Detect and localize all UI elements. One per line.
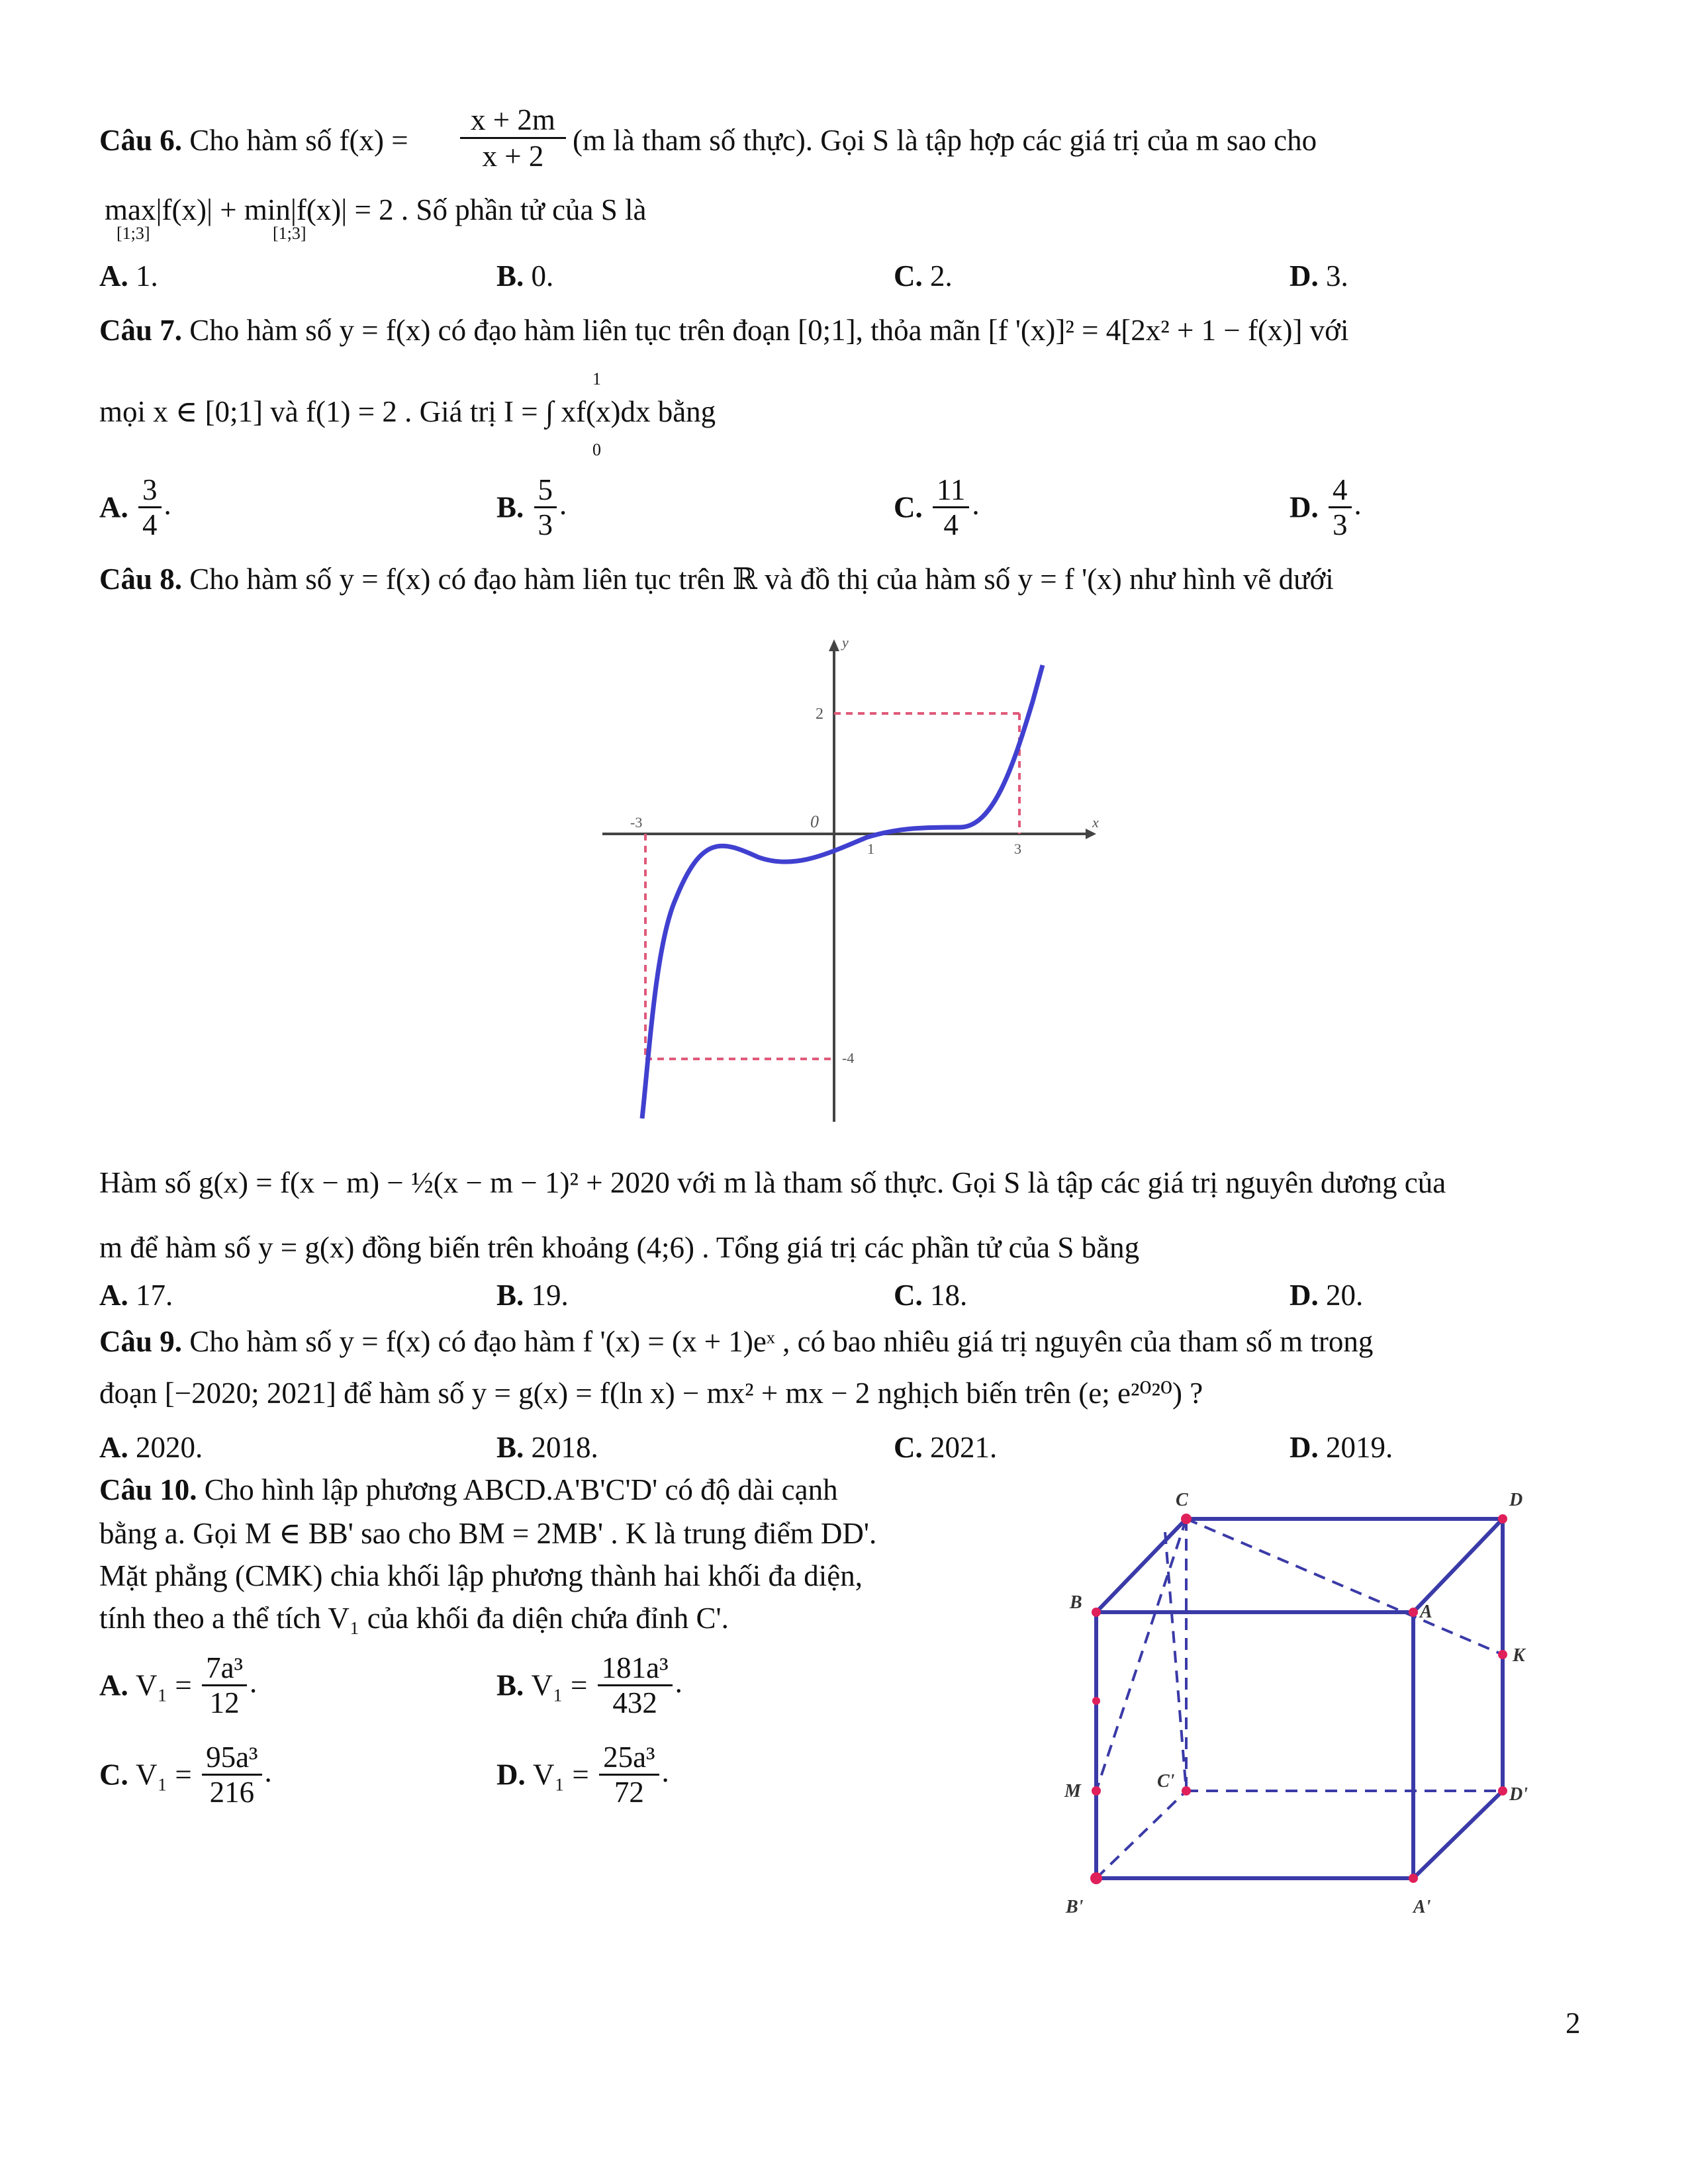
q7-text1: Cho hàm số y = f(x) có đạo hàm liên tục trên đoạn [0;1], thỏa mãn [f '(x)]² = 4[2x² + 1 − f(x)] với — [189, 314, 1349, 347]
q6-line1 — [99, 122, 408, 158]
point-M — [1092, 1786, 1101, 1796]
label-D1: D' — [1509, 1784, 1528, 1805]
q6-frac-den: x + 2 — [482, 140, 544, 173]
q9-option-a[interactable]: A. 2020. — [99, 1431, 203, 1464]
q6-label: Câu 6. — [99, 124, 183, 157]
q6-frac-num: x + 2m — [460, 103, 566, 139]
q7-label: Câu 7. — [99, 314, 183, 347]
label-B: B — [1070, 1592, 1082, 1613]
label-M: M — [1064, 1781, 1081, 1801]
cube-diagram — [1046, 1482, 1549, 1933]
q10-text1: Cho hình lập phương ABCD.A'B'C'D' có độ dài cạnh — [204, 1473, 838, 1506]
q9-option-d[interactable]: D. 2019. — [1289, 1431, 1393, 1464]
q10-line4: tính theo a thể tích V₁ của khối đa diện chứa đỉnh C'. — [99, 1602, 729, 1635]
q9-text1: Cho hàm số y = f(x) có đạo hàm f '(x) = (x + 1)eˣ , có bao nhiêu giá trị nguyên của tham số m trong — [189, 1325, 1374, 1358]
point-D — [1498, 1514, 1507, 1524]
tick-2: 2 — [816, 705, 823, 723]
q6-option-d[interactable]: D. 3. — [1289, 259, 1348, 293]
point-C — [1181, 1514, 1192, 1524]
point-D1 — [1498, 1786, 1507, 1796]
tick-origin: 0 — [810, 812, 819, 831]
q9-option-c[interactable]: C. 2021. — [894, 1431, 998, 1464]
q6-sub-max: [1;3] — [117, 224, 150, 243]
graph-y-arrow — [829, 639, 839, 651]
q8-line2: Hàm số g(x) = f(x − m) − ½(x − m − 1)² + 2020 với m là tham số thực. Gọi S là tập các giá trị nguyên dương của — [99, 1166, 1446, 1199]
label-K: K — [1513, 1645, 1525, 1666]
q7-option-a[interactable]: A. $\frac{3}{4}$ . — [99, 473, 171, 541]
q9-line1 — [99, 1324, 1373, 1359]
point-A1 — [1409, 1874, 1418, 1883]
label-A: A — [1420, 1602, 1432, 1622]
q6-sub-min: [1;3] — [273, 224, 306, 243]
label-C: C — [1176, 1490, 1188, 1510]
q10-option-d[interactable]: D. V₁ = $\frac{\text{25a³}}{72}$ . — [496, 1741, 669, 1809]
label-C1: C' — [1157, 1771, 1175, 1792]
derivative-graph — [583, 635, 1099, 1125]
q8-option-c[interactable]: C. 18. — [894, 1279, 968, 1312]
q7-option-d[interactable]: D. $\frac{4}{3}$ . — [1289, 473, 1362, 541]
q7-int-lower: 0 — [592, 440, 601, 459]
label-A1: A' — [1413, 1897, 1431, 1917]
axis-y-label: y — [842, 635, 849, 651]
q6-option-b[interactable]: B. 0. — [496, 259, 554, 293]
q10-label: Câu 10. — [99, 1473, 197, 1506]
page-number: 2 — [1566, 2007, 1581, 2040]
edge-BC — [1096, 1519, 1186, 1612]
q7-option-b[interactable]: B. $\frac{5}{3}$ . — [496, 473, 567, 541]
q8-option-b[interactable]: B. 19. — [496, 1279, 569, 1312]
q8-label: Câu 8. — [99, 563, 183, 596]
tick-neg3: -3 — [630, 814, 643, 831]
point-A — [1409, 1608, 1418, 1617]
tick-neg4: -4 — [842, 1050, 855, 1066]
axis-x-label: x — [1092, 814, 1099, 831]
label-B1: B' — [1066, 1897, 1084, 1917]
q10-option-a[interactable]: A. V₁ = $\frac{\text{7a³}}{12}$ . — [99, 1651, 258, 1719]
q8-option-d[interactable]: D. 20. — [1289, 1279, 1364, 1312]
q7-line1 — [99, 312, 1348, 348]
edge-A1D1 — [1413, 1791, 1503, 1878]
q9-option-b[interactable]: B. 2018. — [496, 1431, 598, 1464]
q8-line3: m để hàm số y = g(x) đồng biến trên khoảng (4;6) . Tổng giá trị các phần tử của S bằng — [99, 1231, 1140, 1264]
segment-CM — [1096, 1519, 1186, 1791]
q8-option-a[interactable]: A. 17. — [99, 1279, 173, 1312]
q9-line2: đoạn [−2020; 2021] để hàm số y = g(x) = f(ln x) − mx² + mx − 2 nghịch biến trên (e; e²⁰²⁰) ? — [99, 1377, 1203, 1410]
q6-text2: (m là tham số thực). Gọi S là tập hợp các giá trị của m sao cho — [573, 124, 1317, 157]
q6-option-a[interactable]: A. 1. — [99, 259, 158, 293]
q10-option-c[interactable]: C. V₁ = $\frac{\text{95a³}}{216}$ . — [99, 1741, 272, 1809]
point-K — [1498, 1650, 1507, 1659]
q7-int-upper: 1 — [592, 369, 601, 388]
q10-line1 — [99, 1472, 838, 1508]
q10-line3: Mặt phẳng (CMK) chia khối lập phương thành hai khối đa diện, — [99, 1559, 863, 1592]
point-C1 — [1182, 1786, 1191, 1796]
q10-option-b[interactable]: B. V₁ = $\frac{\text{181a³}}{432}$ . — [496, 1651, 682, 1719]
q6-option-c[interactable]: C. 2. — [894, 259, 953, 293]
point-mid-BB1 — [1092, 1697, 1100, 1705]
edge-AD — [1413, 1519, 1503, 1612]
label-D: D — [1509, 1490, 1523, 1510]
point-B1 — [1090, 1872, 1102, 1884]
segment-C-hidden — [1165, 1532, 1186, 1791]
q7-line2: mọi x ∈ [0;1] và f(1) = 2 . Giá trị I = ∫ xf(x)dx bằng — [99, 395, 716, 428]
segment-CK — [1186, 1519, 1503, 1655]
edge-B1C1 — [1096, 1791, 1186, 1878]
tick-1: 1 — [867, 841, 874, 857]
point-B — [1092, 1608, 1101, 1617]
q6-text1: Cho hàm số f(x) = — [189, 124, 408, 157]
q9-label: Câu 9. — [99, 1325, 183, 1358]
q7-option-c[interactable]: C. $\frac{11}{4}$ . — [894, 473, 980, 541]
tick-3: 3 — [1014, 841, 1021, 857]
q6-line2: max|f(x)| + min|f(x)| = 2 . Số phần tử của S là — [105, 193, 647, 226]
q8-text1: Cho hàm số y = f(x) có đạo hàm liên tục trên ℝ và đồ thị của hàm số y = f '(x) như hình vẽ dưới — [189, 563, 1334, 596]
q8-line1 — [99, 561, 1334, 597]
q6-fraction — [460, 103, 566, 173]
q10-line2: bằng a. Gọi M ∈ BB' sao cho BM = 2MB' . K là trung điểm DD'. — [99, 1517, 877, 1550]
